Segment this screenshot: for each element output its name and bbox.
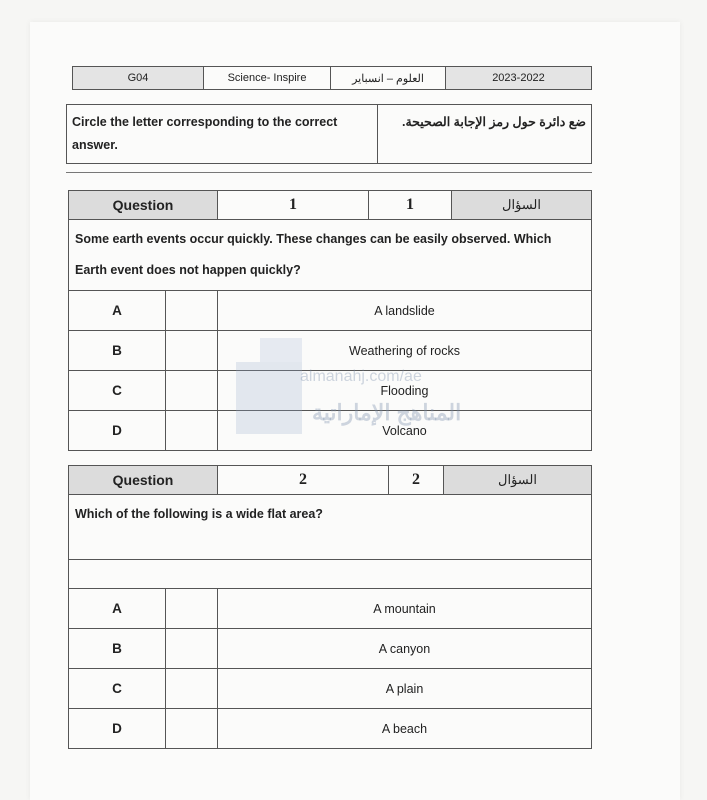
option-text: Volcano	[218, 411, 592, 451]
year-cell: 2023-2022	[446, 67, 592, 90]
question-label: Question	[69, 191, 218, 220]
question-number: 1	[218, 191, 369, 220]
option-letter[interactable]: A	[69, 589, 166, 629]
option-text: A beach	[218, 709, 592, 749]
option-text: A landslide	[218, 291, 592, 331]
subject-ar-cell: العلوم – انسباير	[331, 67, 446, 90]
question-2-table	[68, 465, 592, 749]
answer-box[interactable]	[165, 709, 217, 749]
option-b[interactable]	[69, 331, 592, 371]
option-text: Weathering of rocks	[218, 331, 592, 371]
answer-box[interactable]	[165, 629, 217, 669]
instructions-en: Circle the letter corresponding to the correct answer.	[67, 105, 378, 164]
option-letter[interactable]: A	[69, 291, 166, 331]
watermark-url: almanahj.com/ae	[300, 368, 422, 385]
question-header	[69, 466, 592, 495]
question-text: Which of the following is a wide flat area?	[69, 495, 592, 560]
option-letter[interactable]: D	[69, 411, 166, 451]
option-a[interactable]	[69, 589, 592, 629]
question-label-ar: السؤال	[444, 466, 592, 495]
answer-box[interactable]	[165, 371, 217, 411]
option-letter[interactable]: B	[69, 629, 166, 669]
option-letter[interactable]: C	[69, 371, 166, 411]
option-letter[interactable]: C	[69, 669, 166, 709]
header-table	[72, 66, 592, 90]
answer-box[interactable]	[165, 411, 217, 451]
option-c[interactable]	[69, 669, 592, 709]
option-letter[interactable]: B	[69, 331, 166, 371]
option-text: A canyon	[218, 629, 592, 669]
question-label: Question	[69, 466, 218, 495]
blank-row	[69, 560, 592, 589]
option-a[interactable]	[69, 291, 592, 331]
answer-box[interactable]	[165, 331, 217, 371]
option-text: A mountain	[218, 589, 592, 629]
answer-box[interactable]	[165, 589, 217, 629]
watermark-arabic: المناهج الإماراتية	[312, 400, 462, 425]
question-number-ar: 1	[369, 191, 452, 220]
instructions-ar: ضع دائرة حول رمز الإجابة الصحيحة.	[378, 105, 592, 164]
answer-box[interactable]	[165, 669, 217, 709]
option-b[interactable]	[69, 629, 592, 669]
question-label-ar: السؤال	[452, 191, 592, 220]
option-d[interactable]	[69, 709, 592, 749]
question-text: Some earth events occur quickly. These changes can be easily observed. Which Earth event does not happen quickly?	[69, 220, 592, 291]
instructions-table	[66, 104, 592, 164]
subject-cell: Science- Inspire	[204, 67, 331, 90]
option-text: Flooding	[218, 371, 592, 411]
option-letter[interactable]: D	[69, 709, 166, 749]
watermark-shape	[260, 338, 302, 362]
watermark-logo	[236, 362, 302, 434]
divider-line	[66, 172, 592, 173]
answer-box[interactable]	[165, 291, 217, 331]
option-text: A plain	[218, 669, 592, 709]
question-header	[69, 191, 592, 220]
question-number-ar: 2	[389, 466, 444, 495]
question-number: 2	[218, 466, 389, 495]
grade-cell: G04	[73, 67, 204, 90]
